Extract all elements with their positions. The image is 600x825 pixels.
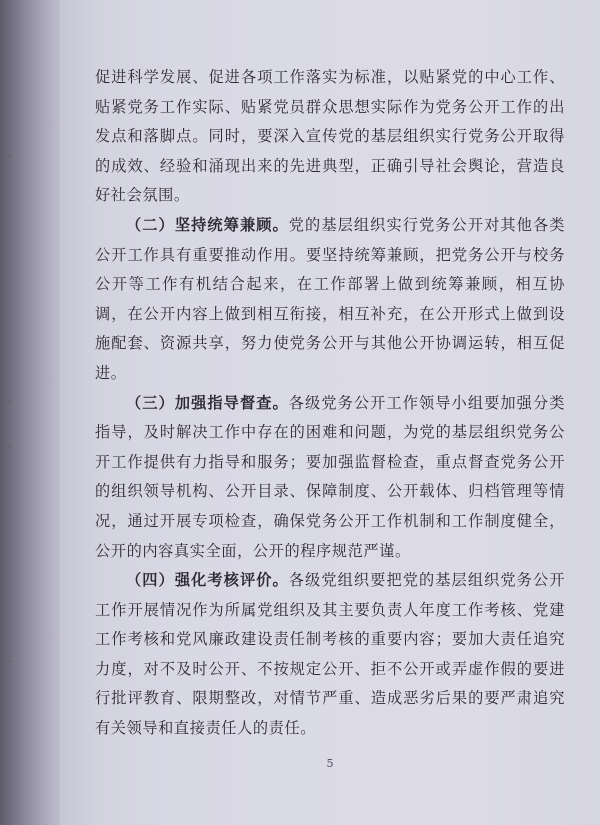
bleed-through-mark: · — [8, 654, 13, 670]
paragraph-section-4 — [95, 566, 565, 744]
bleed-through-mark: · — [8, 149, 13, 165]
paragraph-text: 党的基层组织实行党务公开对其他各类公开工作具有重要推动作用。要坚持统筹兼顾，把党务公开与校务公开等工作有机结合起来，在工作部署上做到统筹兼顾，相互协调，在公开内容上做到相互衔接，相互补充，在公开形式上做到设施配套、资源共享，努力使党务公开与其他公开协调运转，相互促进。 — [95, 215, 566, 382]
paragraph-text: 各级党务公开工作领导小组要加强分类指导，及时解决工作中存在的困难和问题，为党的基层组织党务公开工作提供有力指导和服务；要加强监督检查，重点督查党务公开的组织领导机构、公开目录、保障制度、公开载体、归档管理等情况，通过开展专项检查，确保党务公开工作机制和工作制度健全，公开的内容真实全面，公开的程序规范严谨。 — [95, 393, 566, 560]
page-number: 5 — [326, 757, 334, 770]
bleed-through-mark: · — [8, 394, 13, 410]
section-heading: （三）加强指导督查。 — [126, 393, 289, 412]
paragraph-section-3 — [95, 389, 565, 567]
bleed-through-mark: · — [8, 439, 13, 455]
paragraph-section-2 — [95, 211, 565, 389]
document-page — [60, 0, 600, 825]
body-text — [95, 63, 565, 744]
section-heading: （四）强化考核评价。 — [126, 571, 289, 590]
paragraph-text: 促进科学发展、促进各项工作落实为标准，以贴紧党的中心工作、贴紧党务工作实际、贴紧党员群众思想实际作为党务公开工作的出发点和落脚点。同时，要深入宣传党的基层组织实行党务公开取得的成效、经验和涌现出来的先进典型，正确引导社会舆论，营造良好社会氛围。 — [95, 68, 565, 205]
paragraph-intro-continued — [95, 63, 565, 211]
paragraph-text: 各级党组织要把党的基层组织党务公开工作开展情况作为所属党组织及其主要负责人年度工作考核、党建工作考核和党风廉政建设责任制考核的重要内容；要加大责任追究力度，对不及时公开、不按规定公开、拒不公开或弄虚作假的要进行批评教育、限期整改，对情节严重、造成恶劣后果的要严肃追究有关领导和直接责任人的责任。 — [95, 571, 566, 738]
section-heading: （二）坚持统筹兼顾。 — [126, 215, 289, 234]
